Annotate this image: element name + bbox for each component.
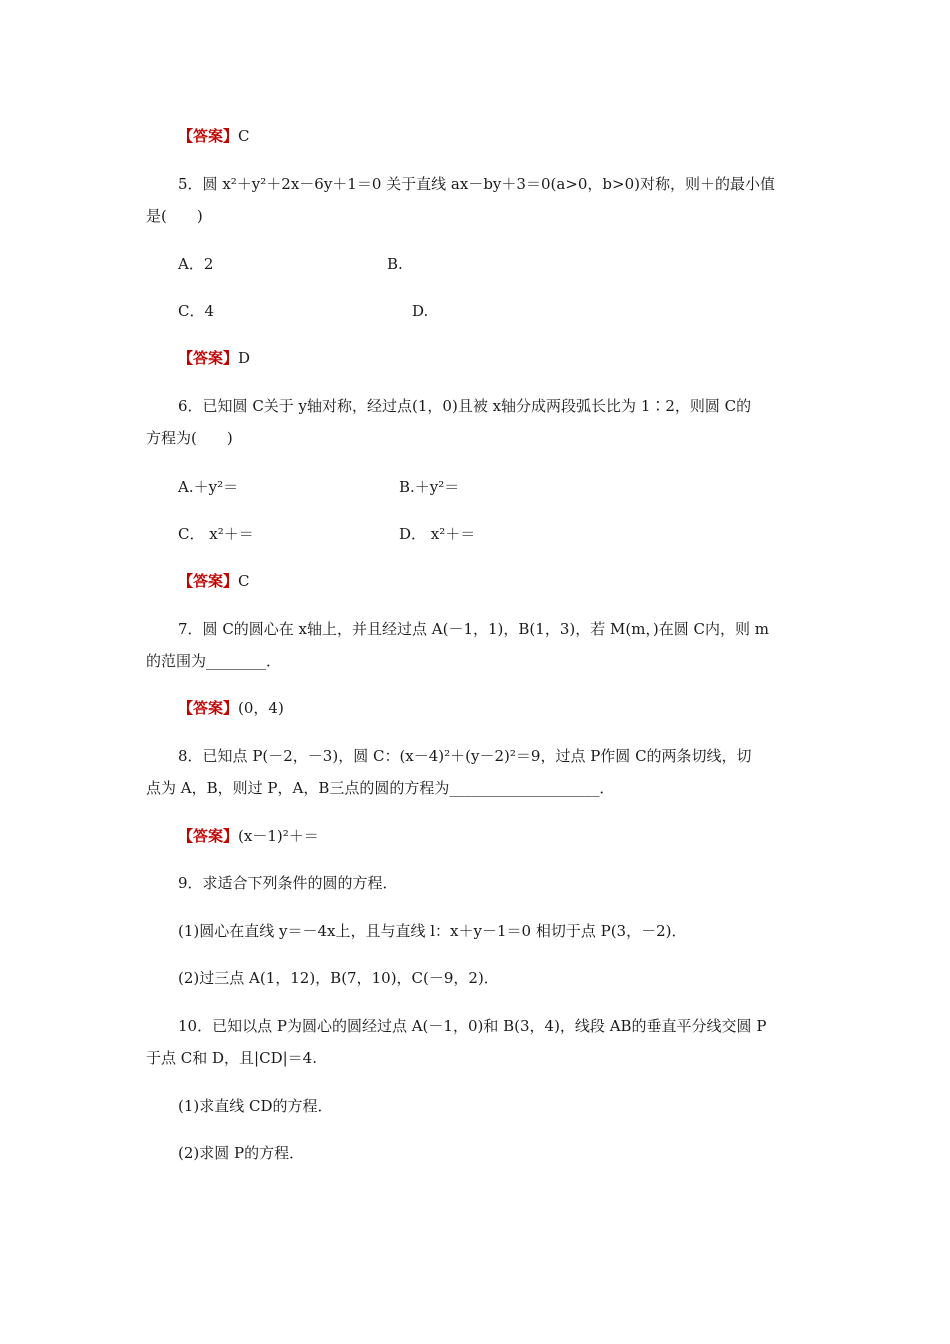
question-9-sub-2: (2)过三点 A(1，12)，B(7，10)，C(－9，2)． <box>178 969 499 987</box>
question-10-line-1 <box>178 1016 766 1036</box>
question-5-line-1 <box>178 174 775 194</box>
answer-value-q5: D <box>238 349 251 367</box>
question-5-number: 5． <box>178 175 203 193</box>
question-10-line-2: 于点 C和 D，且|CD|＝4. <box>146 1049 317 1067</box>
question-8-text-1: 已知点 P(－2，－3)，圆 C：(x－4)²＋(y－2)²＝9，过点 P作圆 C的两条切线，切 <box>202 747 752 765</box>
answer-value-q7: (0，4) <box>238 699 284 717</box>
question-10-number: 10． <box>178 1017 213 1035</box>
question-5-option-b: B. <box>387 255 403 273</box>
answer-value-q4: C <box>238 127 250 145</box>
question-6-option-d: D． x²＋＝ <box>399 525 476 543</box>
question-6-line-1 <box>178 396 751 416</box>
answer-line-q7 <box>178 698 284 718</box>
answer-label: 【答案】 <box>178 127 239 145</box>
question-9-number: 9． <box>178 874 203 892</box>
question-10-sub-1: (1)求直线 CD的方程． <box>178 1097 333 1115</box>
answer-label: 【答案】 <box>178 699 239 717</box>
question-7-number: 7． <box>178 620 203 638</box>
question-6-number: 6． <box>178 397 203 415</box>
answer-line-q5 <box>178 348 250 368</box>
answer-value-q8: (x－1)²＋＝ <box>238 827 319 845</box>
question-10-text-1: 已知以点 P为圆心的圆经过点 A(－1，0)和 B(3，4)，线段 AB的垂直平分线交圆 P <box>212 1017 767 1035</box>
answer-label: 【答案】 <box>178 349 239 367</box>
question-6-text-1: 已知圆 C关于 y轴对称，经过点(1，0)且被 x轴分成两段弧长比为 1∶2，则圆 C的 <box>202 397 752 415</box>
answer-line-q6 <box>178 571 250 591</box>
answer-line-q4 <box>178 126 250 146</box>
question-8-number: 8． <box>178 747 203 765</box>
answer-line-q8 <box>178 826 319 846</box>
question-9-line-1 <box>178 873 398 893</box>
question-6-option-a: A.＋y²＝ <box>178 478 239 496</box>
question-6-option-b: B.＋y²＝ <box>399 478 460 496</box>
question-5-text-1: 圆 x²＋y²＋2x－6y＋1＝0 关于直线 ax－by＋3＝0(a>0，b>0)对称，则＋的最小值 <box>202 175 775 193</box>
question-7-line-1 <box>178 619 769 639</box>
question-7-line-2: 的范围为________． <box>146 652 282 670</box>
question-7-text-1: 圆 C的圆心在 x轴上，并且经过点 A(－1，1)，B(1，3)，若 M(m，)在圆 C内，则 m <box>202 620 770 638</box>
question-10-sub-2: (2)求圆 P的方程． <box>178 1144 305 1162</box>
question-8-line-1 <box>178 746 752 766</box>
answer-label: 【答案】 <box>178 572 239 590</box>
question-9-text-1: 求适合下列条件的圆的方程． <box>202 874 398 892</box>
question-6-line-2: 方程为( ) <box>146 429 233 447</box>
question-8-line-2: 点为 A，B，则过 P，A，B三点的圆的方程为____________________． <box>146 779 615 797</box>
question-5-option-d: D. <box>412 302 429 320</box>
question-6-option-c: C． x²＋＝ <box>178 525 254 543</box>
question-5-option-c: C．4 <box>178 302 215 320</box>
answer-value-q6: C <box>238 572 250 590</box>
question-5-option-a: A．2 <box>178 255 214 273</box>
question-9-sub-1: (1)圆心在直线 y＝－4x上，且与直线 l：x＋y－1＝0 相切于点 P(3，－2)． <box>178 922 687 940</box>
question-5-line-2: 是( ) <box>146 207 203 225</box>
answer-label: 【答案】 <box>178 827 239 845</box>
